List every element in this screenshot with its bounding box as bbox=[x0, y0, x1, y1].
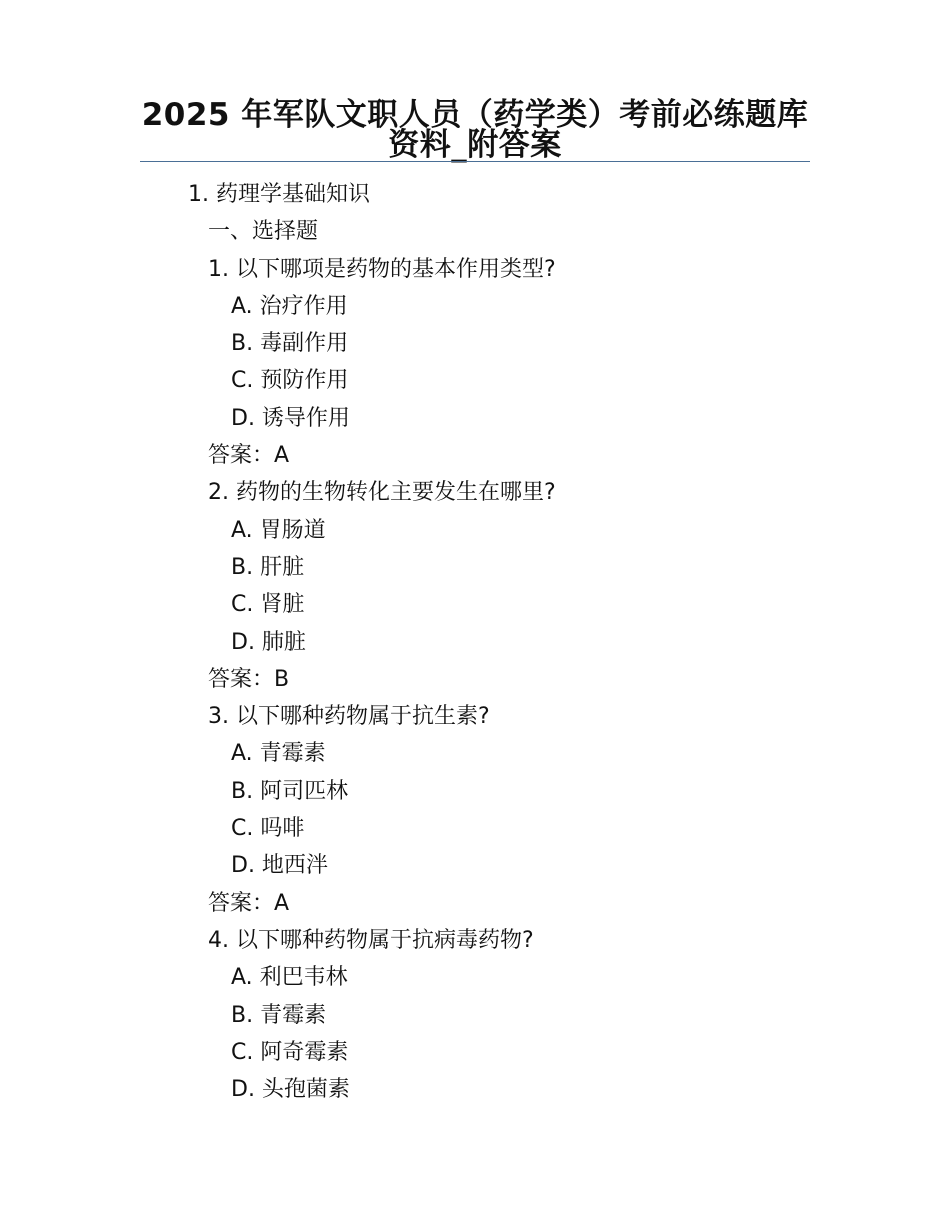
option-b: B. 肝脏 bbox=[231, 554, 305, 580]
option-a: A. 青霉素 bbox=[231, 741, 326, 767]
section-heading: 1. 药理学基础知识 bbox=[188, 182, 370, 207]
option-a: A. 胃肠道 bbox=[231, 517, 326, 543]
question-block bbox=[0, 474, 950, 698]
question-text: 1. 以下哪项是药物的基本作用类型? bbox=[208, 256, 556, 282]
question-text: 2. 药物的生物转化主要发生在哪里? bbox=[208, 480, 556, 506]
option-c: C. 阿奇霉素 bbox=[231, 1039, 349, 1065]
option-d: D. 地西泮 bbox=[231, 853, 328, 879]
document-title-block bbox=[140, 97, 810, 163]
option-b: B. 阿司匹林 bbox=[231, 778, 349, 804]
question-text: 3. 以下哪种药物属于抗生素? bbox=[208, 704, 490, 730]
answer-text: 答案：B bbox=[208, 666, 290, 692]
option-c: C. 预防作用 bbox=[231, 368, 349, 394]
option-d: D. 头孢菌素 bbox=[231, 1077, 350, 1103]
title-underline bbox=[140, 161, 810, 162]
option-d: D. 肺脏 bbox=[231, 629, 306, 655]
option-b: B. 毒副作用 bbox=[231, 331, 349, 357]
question-block bbox=[0, 251, 950, 475]
question-block bbox=[0, 698, 950, 922]
answer-text: 答案：A bbox=[208, 890, 290, 916]
document-title: 2025 年军队文职人员（药学类）考前必练题库资料_附答案 bbox=[141, 97, 809, 163]
question-block bbox=[0, 922, 950, 1108]
option-c: C. 肾脏 bbox=[231, 592, 305, 618]
option-a: A. 治疗作用 bbox=[231, 293, 348, 319]
subsection-heading: 一、选择题 bbox=[208, 219, 319, 245]
option-b: B. 青霉素 bbox=[231, 1002, 327, 1028]
question-text: 4. 以下哪种药物属于抗病毒药物? bbox=[208, 927, 534, 953]
document-body bbox=[0, 176, 950, 1108]
option-c: C. 吗啡 bbox=[231, 816, 305, 842]
option-d: D. 诱导作用 bbox=[231, 405, 350, 431]
answer-text: 答案：A bbox=[208, 443, 290, 469]
option-a: A. 利巴韦林 bbox=[231, 965, 348, 991]
